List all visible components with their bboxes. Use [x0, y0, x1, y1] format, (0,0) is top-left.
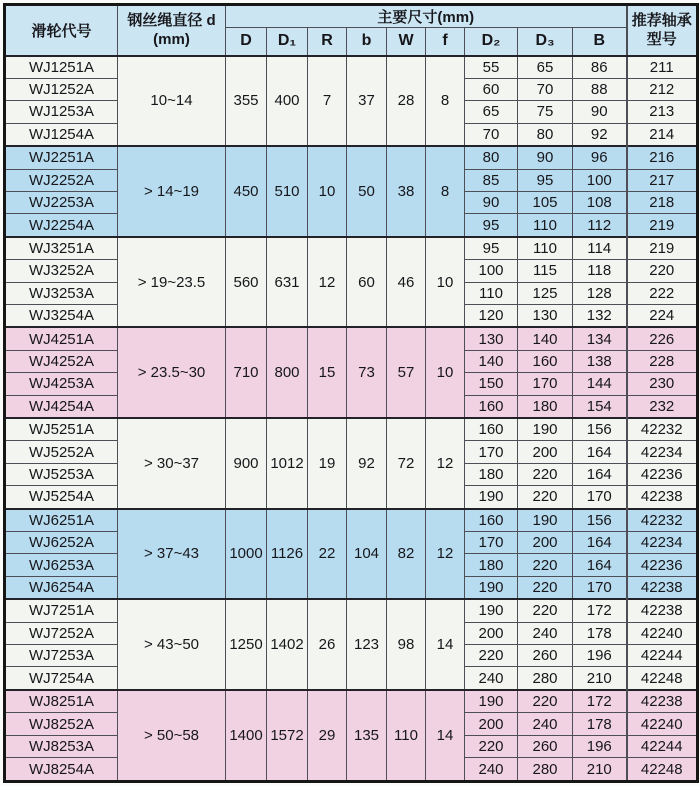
pulley-code-cell: WJ4253A [5, 373, 118, 395]
bearing-cell: 216 [627, 146, 698, 169]
dim-W-cell: 38 [387, 146, 426, 237]
dim-D2-cell: 90 [465, 191, 518, 213]
dim-W-cell: 57 [387, 327, 426, 418]
table-row [5, 418, 698, 441]
pulley-code-cell: WJ5254A [5, 486, 118, 509]
table-row [5, 56, 698, 79]
dim-D3-cell: 240 [518, 713, 573, 735]
dim-D3-cell: 130 [518, 304, 573, 327]
col-header-D: D [226, 28, 267, 56]
dim-D3-cell: 70 [518, 78, 573, 100]
dim-B-cell: 172 [573, 690, 627, 713]
pulley-code-cell: WJ3254A [5, 304, 118, 327]
bearing-cell: 42232 [627, 418, 698, 441]
pulley-code-cell: WJ2251A [5, 146, 118, 169]
pulley-code-cell: WJ6254A [5, 576, 118, 599]
dim-D2-cell: 160 [465, 395, 518, 418]
dim-B-cell: 90 [573, 101, 627, 123]
dim-D3-cell: 125 [518, 282, 573, 304]
bearing-cell: 42240 [627, 622, 698, 644]
rope-diameter-label-line1: 钢丝绳直径 d [127, 11, 216, 29]
dim-D3-cell: 220 [518, 599, 573, 622]
bearing-cell: 219 [627, 237, 698, 260]
bearing-cell: 212 [627, 78, 698, 100]
bearing-cell: 213 [627, 101, 698, 123]
col-header-D2: D₂ [465, 28, 518, 56]
pulley-code-cell: WJ2253A [5, 191, 118, 213]
dim-B-cell: 178 [573, 713, 627, 735]
table-row [5, 327, 698, 350]
dim-D1-cell: 1012 [267, 418, 308, 509]
dim-B-cell: 138 [573, 350, 627, 372]
dim-f-cell: 10 [426, 237, 465, 328]
dim-b-cell: 50 [347, 146, 387, 237]
bearing-cell: 218 [627, 191, 698, 213]
bearing-cell: 214 [627, 123, 698, 146]
dim-D3-cell: 220 [518, 576, 573, 599]
dim-B-cell: 154 [573, 395, 627, 418]
dim-R-cell: 26 [308, 599, 347, 690]
dim-f-cell: 14 [426, 599, 465, 690]
table-body [5, 56, 698, 782]
bearing-cell: 217 [627, 169, 698, 191]
dim-f-cell: 8 [426, 56, 465, 147]
bearing-cell: 224 [627, 304, 698, 327]
dim-f-cell: 12 [426, 509, 465, 600]
dim-b-cell: 123 [347, 599, 387, 690]
dim-B-cell: 108 [573, 191, 627, 213]
rope-diameter-cell: > 50~58 [118, 690, 226, 782]
dim-f-cell: 14 [426, 690, 465, 782]
dim-R-cell: 22 [308, 509, 347, 600]
pulley-code-cell: WJ5252A [5, 441, 118, 463]
dim-D1-cell: 800 [267, 327, 308, 418]
dim-D2-cell: 150 [465, 373, 518, 395]
dim-b-cell: 104 [347, 509, 387, 600]
bearing-cell: 42238 [627, 486, 698, 509]
table-row [5, 509, 698, 532]
dim-D3-cell: 110 [518, 214, 573, 237]
dim-D1-cell: 510 [267, 146, 308, 237]
pulley-code-cell: WJ2252A [5, 169, 118, 191]
dim-D2-cell: 160 [465, 509, 518, 532]
bearing-cell: 42240 [627, 713, 698, 735]
dim-D2-cell: 190 [465, 690, 518, 713]
dim-D3-cell: 65 [518, 56, 573, 79]
pulley-code-cell: WJ3251A [5, 237, 118, 260]
dim-D1-cell: 631 [267, 237, 308, 328]
dim-D1-cell: 1126 [267, 509, 308, 600]
dim-W-cell: 82 [387, 509, 426, 600]
dim-b-cell: 92 [347, 418, 387, 509]
table-header [5, 5, 698, 56]
dim-D2-cell: 85 [465, 169, 518, 191]
dim-D2-cell: 220 [465, 735, 518, 757]
dim-D2-cell: 170 [465, 441, 518, 463]
bearing-label-line2: 型号 [646, 31, 677, 49]
dim-D2-cell: 95 [465, 237, 518, 260]
dim-D2-cell: 80 [465, 146, 518, 169]
dim-W-cell: 98 [387, 599, 426, 690]
dim-B-cell: 114 [573, 237, 627, 260]
dim-D3-cell: 110 [518, 237, 573, 260]
dim-W-cell: 46 [387, 237, 426, 328]
bearing-cell: 42238 [627, 576, 698, 599]
rope-diameter-cell: > 23.5~30 [118, 327, 226, 418]
dim-D3-cell: 160 [518, 350, 573, 372]
dim-D2-cell: 160 [465, 418, 518, 441]
pulley-code-cell: WJ8252A [5, 713, 118, 735]
dim-D1-cell: 400 [267, 56, 308, 147]
dim-D3-cell: 260 [518, 735, 573, 757]
dim-D3-cell: 220 [518, 486, 573, 509]
dim-B-cell: 134 [573, 327, 627, 350]
dim-D2-cell: 70 [465, 123, 518, 146]
dim-D3-cell: 140 [518, 327, 573, 350]
dim-D2-cell: 190 [465, 486, 518, 509]
pulley-code-cell: WJ4252A [5, 350, 118, 372]
dim-B-cell: 112 [573, 214, 627, 237]
dim-D2-cell: 220 [465, 645, 518, 667]
col-header-B: B [573, 28, 627, 56]
rope-diameter-cell: > 37~43 [118, 509, 226, 600]
dim-f-cell: 12 [426, 418, 465, 509]
dim-D3-cell: 75 [518, 101, 573, 123]
pulley-code-cell: WJ4251A [5, 327, 118, 350]
pulley-code-cell: WJ1254A [5, 123, 118, 146]
dim-D3-cell: 90 [518, 146, 573, 169]
pulley-code-cell: WJ6251A [5, 509, 118, 532]
dim-b-cell: 60 [347, 237, 387, 328]
col-header-W: W [387, 28, 426, 56]
dim-R-cell: 15 [308, 327, 347, 418]
bearing-cell: 42248 [627, 758, 698, 782]
dim-D3-cell: 190 [518, 509, 573, 532]
bearing-cell: 211 [627, 56, 698, 79]
rope-diameter-cell: > 30~37 [118, 418, 226, 509]
dim-D2-cell: 55 [465, 56, 518, 79]
bearing-label-line1: 推荐轴承 [631, 11, 692, 29]
col-header-pulley-code: 滑轮代号 [5, 5, 118, 56]
pulley-code-cell: WJ5253A [5, 463, 118, 485]
dim-D2-cell: 200 [465, 713, 518, 735]
dim-D3-cell: 280 [518, 667, 573, 690]
table-row [5, 146, 698, 169]
dim-b-cell: 73 [347, 327, 387, 418]
pulley-code-cell: WJ6252A [5, 532, 118, 554]
dim-R-cell: 19 [308, 418, 347, 509]
dim-R-cell: 7 [308, 56, 347, 147]
dim-W-cell: 72 [387, 418, 426, 509]
pulley-code-cell: WJ5251A [5, 418, 118, 441]
bearing-cell: 42238 [627, 690, 698, 713]
dim-D-cell: 450 [226, 146, 267, 237]
dim-B-cell: 210 [573, 667, 627, 690]
dim-B-cell: 164 [573, 441, 627, 463]
dim-D2-cell: 170 [465, 532, 518, 554]
dim-R-cell: 29 [308, 690, 347, 782]
dim-D2-cell: 95 [465, 214, 518, 237]
dim-B-cell: 164 [573, 532, 627, 554]
dim-B-cell: 132 [573, 304, 627, 327]
bearing-cell: 42234 [627, 532, 698, 554]
dim-B-cell: 178 [573, 622, 627, 644]
dim-f-cell: 10 [426, 327, 465, 418]
pulley-code-cell: WJ1253A [5, 101, 118, 123]
pulley-code-cell: WJ8254A [5, 758, 118, 782]
bearing-cell: 42234 [627, 441, 698, 463]
pulley-code-cell: WJ1252A [5, 78, 118, 100]
rope-diameter-cell: > 19~23.5 [118, 237, 226, 328]
bearing-cell: 42236 [627, 463, 698, 485]
pulley-code-cell: WJ3252A [5, 260, 118, 282]
dim-D3-cell: 105 [518, 191, 573, 213]
dim-f-cell: 8 [426, 146, 465, 237]
bearing-cell: 42238 [627, 599, 698, 622]
dim-D-cell: 560 [226, 237, 267, 328]
dim-B-cell: 170 [573, 576, 627, 599]
dim-B-cell: 128 [573, 282, 627, 304]
dim-W-cell: 110 [387, 690, 426, 782]
dim-b-cell: 37 [347, 56, 387, 147]
table-header-row [5, 5, 698, 28]
dim-D1-cell: 1402 [267, 599, 308, 690]
pulley-code-cell: WJ7254A [5, 667, 118, 690]
bearing-cell: 42236 [627, 554, 698, 576]
dim-D-cell: 355 [226, 56, 267, 147]
dim-D2-cell: 240 [465, 758, 518, 782]
col-header-f: f [426, 28, 465, 56]
rope-diameter-label-line2: (mm) [153, 31, 190, 49]
dim-D3-cell: 95 [518, 169, 573, 191]
dim-D-cell: 1250 [226, 599, 267, 690]
dim-R-cell: 10 [308, 146, 347, 237]
pulley-code-cell: WJ7252A [5, 622, 118, 644]
dim-D3-cell: 240 [518, 622, 573, 644]
dim-D1-cell: 1572 [267, 690, 308, 782]
dim-D-cell: 900 [226, 418, 267, 509]
rope-diameter-cell: > 43~50 [118, 599, 226, 690]
dim-D2-cell: 110 [465, 282, 518, 304]
dim-D-cell: 1000 [226, 509, 267, 600]
rope-diameter-cell: 10~14 [118, 56, 226, 147]
bearing-cell: 219 [627, 214, 698, 237]
dim-D2-cell: 100 [465, 260, 518, 282]
dim-D3-cell: 200 [518, 532, 573, 554]
dim-B-cell: 88 [573, 78, 627, 100]
dim-D2-cell: 120 [465, 304, 518, 327]
dim-D3-cell: 80 [518, 123, 573, 146]
bearing-cell: 228 [627, 350, 698, 372]
bearing-cell: 42232 [627, 509, 698, 532]
pulley-code-cell: WJ1251A [5, 56, 118, 79]
dim-D3-cell: 280 [518, 758, 573, 782]
table-row [5, 237, 698, 260]
dim-D2-cell: 130 [465, 327, 518, 350]
dim-D2-cell: 200 [465, 622, 518, 644]
col-header-D1: D₁ [267, 28, 308, 56]
pulley-code-cell: WJ2254A [5, 214, 118, 237]
dim-B-cell: 210 [573, 758, 627, 782]
pulley-code-cell: WJ4254A [5, 395, 118, 418]
bearing-cell: 42244 [627, 645, 698, 667]
rope-diameter-cell: > 14~19 [118, 146, 226, 237]
dim-D2-cell: 65 [465, 101, 518, 123]
dim-D3-cell: 220 [518, 463, 573, 485]
dim-B-cell: 196 [573, 735, 627, 757]
dim-D2-cell: 190 [465, 599, 518, 622]
dim-D-cell: 1400 [226, 690, 267, 782]
pulley-spec-table [3, 3, 699, 783]
table-row [5, 690, 698, 713]
bearing-cell: 226 [627, 327, 698, 350]
bearing-cell: 42248 [627, 667, 698, 690]
bearing-cell: 222 [627, 282, 698, 304]
dim-B-cell: 96 [573, 146, 627, 169]
col-header-b: b [347, 28, 387, 56]
dim-D3-cell: 220 [518, 554, 573, 576]
dim-D3-cell: 190 [518, 418, 573, 441]
dim-B-cell: 118 [573, 260, 627, 282]
dim-B-cell: 144 [573, 373, 627, 395]
col-header-D3: D₃ [518, 28, 573, 56]
pulley-code-cell: WJ3253A [5, 282, 118, 304]
bearing-cell: 232 [627, 395, 698, 418]
dim-D3-cell: 180 [518, 395, 573, 418]
dim-D2-cell: 190 [465, 576, 518, 599]
bearing-cell: 230 [627, 373, 698, 395]
dim-D2-cell: 240 [465, 667, 518, 690]
dim-D3-cell: 115 [518, 260, 573, 282]
col-header-bearing [627, 5, 698, 56]
pulley-code-cell: WJ7251A [5, 599, 118, 622]
dim-B-cell: 100 [573, 169, 627, 191]
pulley-code-cell: WJ8251A [5, 690, 118, 713]
dim-B-cell: 164 [573, 554, 627, 576]
dim-b-cell: 135 [347, 690, 387, 782]
pulley-code-cell: WJ8253A [5, 735, 118, 757]
dim-W-cell: 28 [387, 56, 426, 147]
bearing-cell: 220 [627, 260, 698, 282]
dim-B-cell: 156 [573, 418, 627, 441]
dim-B-cell: 196 [573, 645, 627, 667]
pulley-code-cell: WJ7253A [5, 645, 118, 667]
dim-D2-cell: 180 [465, 463, 518, 485]
col-header-rope-diameter [118, 5, 226, 56]
dim-B-cell: 172 [573, 599, 627, 622]
dim-D3-cell: 170 [518, 373, 573, 395]
dim-D2-cell: 140 [465, 350, 518, 372]
col-header-R: R [308, 28, 347, 56]
dim-B-cell: 164 [573, 463, 627, 485]
dim-D3-cell: 220 [518, 690, 573, 713]
dim-B-cell: 86 [573, 56, 627, 79]
dim-D3-cell: 200 [518, 441, 573, 463]
dim-D2-cell: 180 [465, 554, 518, 576]
pulley-code-cell: WJ6253A [5, 554, 118, 576]
dim-D3-cell: 260 [518, 645, 573, 667]
dim-D-cell: 710 [226, 327, 267, 418]
dim-R-cell: 12 [308, 237, 347, 328]
dim-B-cell: 92 [573, 123, 627, 146]
dim-B-cell: 156 [573, 509, 627, 532]
dim-B-cell: 170 [573, 486, 627, 509]
table-row [5, 599, 698, 622]
bearing-cell: 42244 [627, 735, 698, 757]
dim-D2-cell: 60 [465, 78, 518, 100]
col-header-main-dimensions: 主要尺寸(mm) [226, 5, 627, 28]
